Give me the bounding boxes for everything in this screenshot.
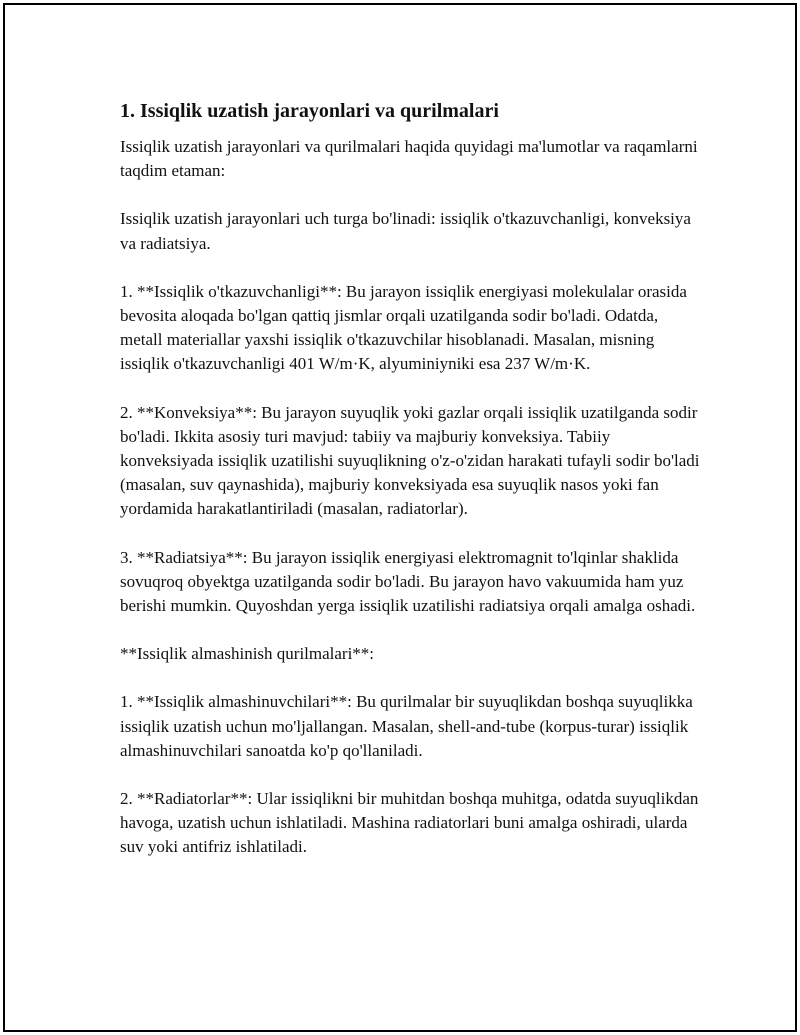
document-title: 1. Issiqlik uzatish jarayonlari va qurilmalari bbox=[120, 100, 499, 122]
document-body bbox=[120, 97, 700, 884]
paragraph-intro: Issiqlik uzatish jarayonlari va qurilmalari haqida quyidagi ma'lumotlar va raqamlarni taqdim etaman: bbox=[120, 137, 698, 181]
paragraph-types: Issiqlik uzatish jarayonlari uch turga bo'linadi: issiqlik o'tkazuvchanligi, konveksiya va radiatsiya. bbox=[120, 209, 691, 253]
paragraph-devices-heading: **Issiqlik almashinish qurilmalari**: bbox=[120, 644, 375, 664]
paragraph-convection: 2. **Konveksiya**: Bu jarayon suyuqlik yoki gazlar orqali issiqlik uzatilganda sodir bo'ladi. Ikkita asosiy turi mavjud: tabiiy va majburiy konveksiya. Tabiiy konveksiyada issiqlik uzatilishi suyuqlikning o'z-o'zidan harakati tufayli sodir bo'ladi (masalan, suv qaynashida), majburiy konveksiyada esa suyuqlik nasos yoki fan yordamida harakatlantiriladi (masalan, radiatorlar). bbox=[120, 402, 700, 519]
paragraph-heat-exchangers: 1. **Issiqlik almashinuvchilari**: Bu qurilmalar bir suyuqlikdan boshqa suyuqlikka issiqlik uzatish uchun mo'ljallangan. Masalan, shell-and-tube (korpus-turar) issiqlik almashinuvchilari sanoatda ko'p qo'llaniladi. bbox=[120, 692, 693, 760]
paragraph-radiation: 3. **Radiatsiya**: Bu jarayon issiqlik energiyasi elektromagnit to'lqinlar shaklida sovuqroq obyektga uzatilganda sodir bo'ladi. Bu jarayon havo vakuumida ham yuz berishi mumkin. Quyoshdan yerga issiqlik uzatilishi radiatsiya orqali amalga oshadi. bbox=[120, 547, 696, 616]
page-frame bbox=[3, 3, 797, 1032]
paragraph-radiators: 2. **Radiatorlar**: Ular issiqlikni bir muhitdan boshqa muhitga, odatda suyuqlikdan havoga, uzatish uchun ishlatiladi. Mashina radiatorlari buni amalga oshiradi, ularda suv yoki antifriz ishlatiladi. bbox=[120, 789, 699, 857]
paragraph-conduction: 1. **Issiqlik o'tkazuvchanligi**: Bu jarayon issiqlik energiyasi molekulalar orasida bevosita aloqada bo'lgan qattiq jismlar orqali uzatilganda sodir bo'ladi. Odatda, metall materiallar yaxshi issiqlik o'tkazuvchilar hisoblanadi. Masalan, misning issiqlik o'tkazuvchanligi 401 W/m·K, alyuminiyniki esa 237 W/m·K. bbox=[120, 281, 687, 374]
